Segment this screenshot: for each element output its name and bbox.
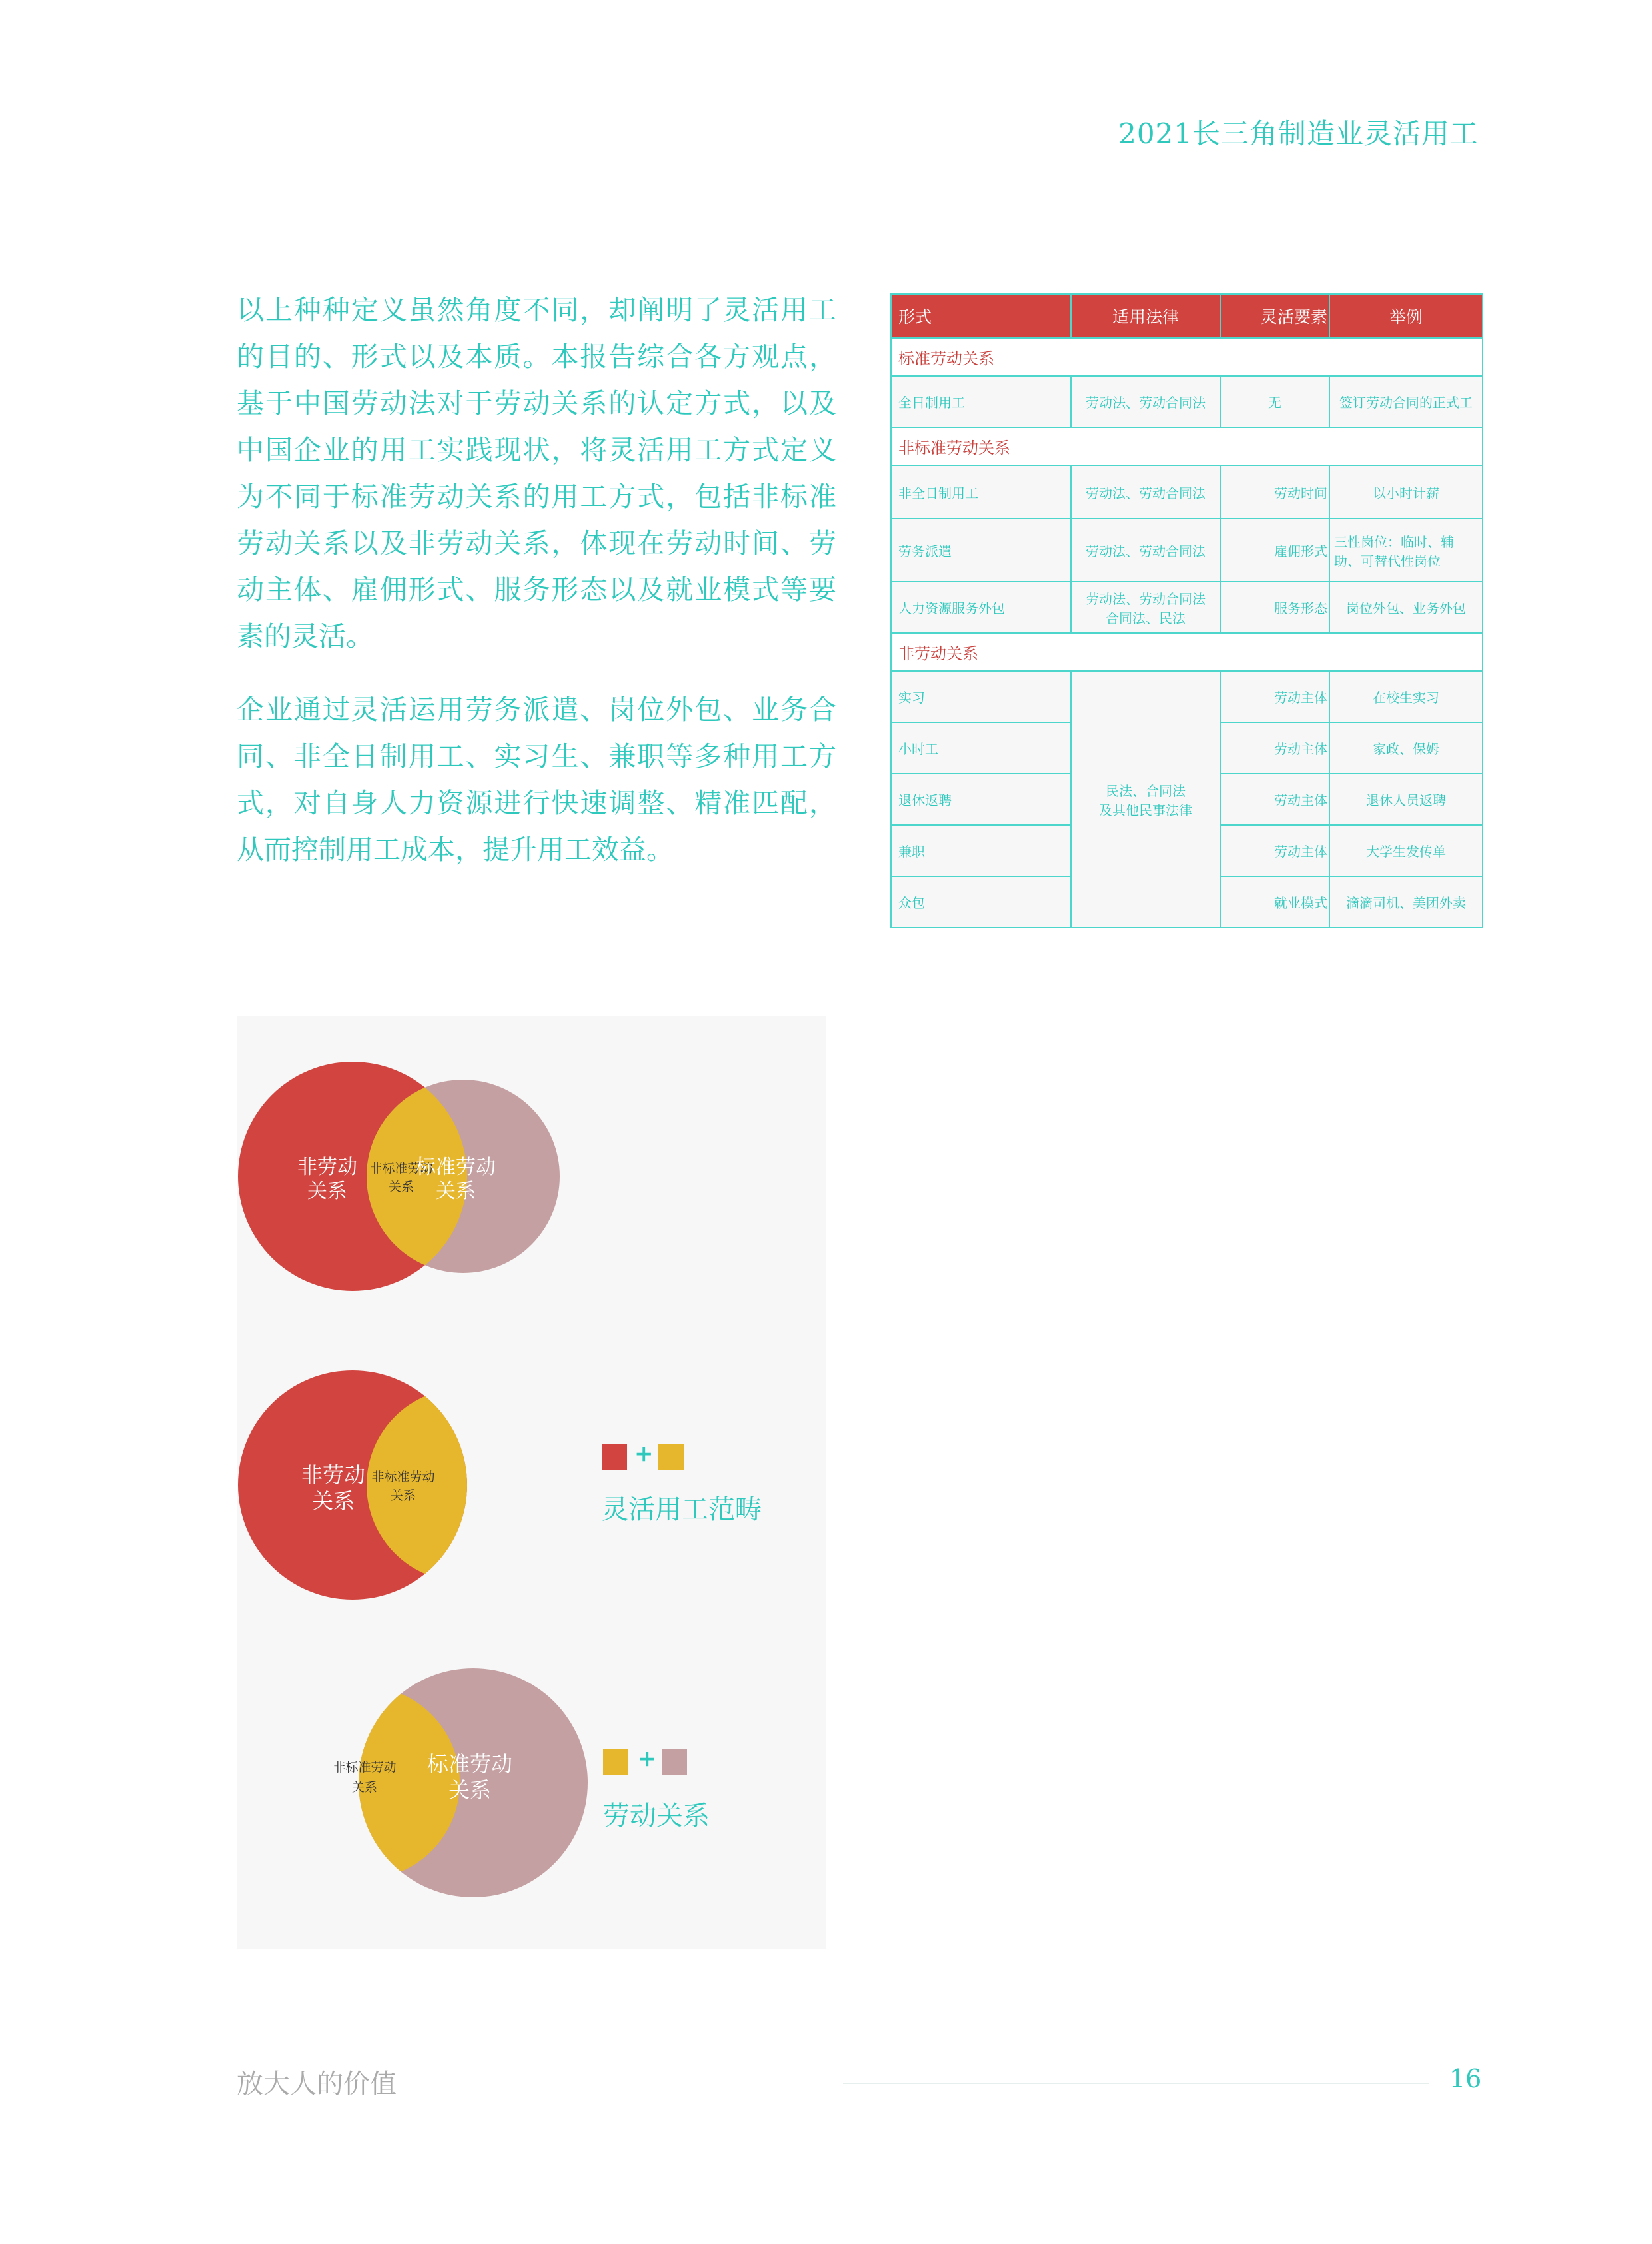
- cell-law: 劳动法、劳动合同法: [1071, 376, 1220, 427]
- cell-element: 劳动主体: [1220, 722, 1329, 774]
- labor-circle-label-line2: 关系: [448, 1777, 492, 1803]
- section-row: [891, 633, 1483, 671]
- cell-form: 实习: [891, 671, 1071, 722]
- table-row: [891, 582, 1483, 633]
- table-row: [891, 465, 1483, 519]
- cell-example: 在校生实习: [1329, 671, 1483, 722]
- header-law: 适用法律: [1071, 294, 1220, 338]
- labor-relation-diagram: [267, 1668, 687, 1897]
- legend-yellow-swatch: [658, 1444, 684, 1470]
- venn-right-label-line1: 标准劳动: [416, 1156, 496, 1179]
- cell-form: 小时工: [891, 722, 1071, 774]
- flex-overlap-label-line1: 非标准劳动: [371, 1470, 435, 1484]
- table-row: [891, 671, 1483, 722]
- cell-example: 签订劳动合同的正式工: [1329, 376, 1483, 427]
- section-row: [891, 338, 1483, 376]
- header-title: 2021长三角制造业灵活用工: [1118, 117, 1479, 150]
- flexible-employment-caption: 灵活用工范畴: [602, 1494, 762, 1525]
- table-row: [891, 376, 1483, 427]
- cell-element: 服务形态: [1220, 582, 1329, 633]
- flex-overlap-label-line2: 关系: [390, 1488, 416, 1503]
- cell-law: 劳动法、劳动合同法: [1071, 519, 1220, 582]
- cell-form: 兼职: [891, 825, 1071, 876]
- legend-plus-sign-3: +: [638, 1745, 657, 1772]
- paragraph-definition: 以上种种定义虽然角度不同，却阐明了灵活用工的目的、形式以及本质。本报告综合各方观点，基于中国劳动法对于劳动关系的认定方式，以及中国企业的用工实践现状，将灵活用工方式定义为不同于标准劳动关系的用工方式，包括非标准劳动关系以及非劳动关系，体现在劳动时间、劳动主体、雇佣形式、服务形态以及就业模式等要素的灵活。: [237, 294, 836, 652]
- overlap-region-2: [367, 1388, 560, 1582]
- table-header-row: [891, 294, 1483, 338]
- legend-red-swatch: [602, 1444, 627, 1470]
- labor-circle-label-line1: 标准劳动: [426, 1751, 513, 1777]
- cell-element: 无: [1220, 376, 1329, 427]
- cell-example: 三性岗位：临时、辅助、可替代性岗位: [1329, 519, 1483, 582]
- cell-form: 众包: [891, 876, 1071, 928]
- cell-form: 人力资源服务外包: [891, 582, 1071, 633]
- cell-shared-law: 民法、合同法 及其他民事法律: [1071, 671, 1220, 928]
- cell-element: 就业模式: [1220, 876, 1329, 928]
- cell-example: 退休人员返聘: [1329, 774, 1483, 825]
- section-title: 非标准劳动关系: [891, 427, 1483, 465]
- venn-left-label-line2: 关系: [307, 1180, 347, 1203]
- cell-example: 以小时计薪: [1329, 465, 1483, 519]
- cell-law: 劳动法、劳动合同法: [1071, 465, 1220, 519]
- cell-element: 劳动主体: [1220, 825, 1329, 876]
- relation-diagram: [237, 1016, 826, 1949]
- venn-overlap-label-line2: 关系: [388, 1180, 414, 1194]
- flex-circle-label-line1: 非劳动: [301, 1462, 366, 1488]
- venn-diagram: [238, 1062, 560, 1291]
- legend-plus-sign: +: [634, 1440, 654, 1467]
- cell-element: 劳动主体: [1220, 774, 1329, 825]
- legend-yellow-swatch-3: [603, 1749, 628, 1775]
- section-title: 标准劳动关系: [891, 338, 1483, 376]
- labor-relation-caption: 劳动关系: [603, 1801, 710, 1831]
- employment-forms-table: [890, 293, 1483, 928]
- cell-element: 劳动时间: [1220, 465, 1329, 519]
- cell-form: 全日制用工: [891, 376, 1071, 427]
- cell-element: 劳动主体: [1220, 671, 1329, 722]
- cell-form: 劳务派遣: [891, 519, 1071, 582]
- labor-overlap-label-line2: 关系: [351, 1780, 378, 1795]
- cell-example: 岗位外包、业务外包: [1329, 582, 1483, 633]
- section-title: 非劳动关系: [891, 633, 1483, 671]
- footer-divider: [843, 2083, 1429, 2084]
- header-example: 举例: [1329, 294, 1483, 338]
- flexible-employment-diagram: [238, 1370, 684, 1600]
- venn-overlap-label-line1: 非标准劳动: [369, 1161, 433, 1176]
- cell-example: 家政、保姆: [1329, 722, 1483, 774]
- cell-element: 雇佣形式: [1220, 519, 1329, 582]
- flex-circle-label-line2: 关系: [311, 1488, 355, 1514]
- cell-example: 滴滴司机、美团外卖: [1329, 876, 1483, 928]
- relation-diagram-panel: [237, 1016, 826, 1949]
- venn-right-label-line2: 关系: [436, 1180, 476, 1203]
- section-row: [891, 427, 1483, 465]
- labor-overlap-label-line1: 非标准劳动: [333, 1760, 397, 1775]
- header-element: 灵活要素: [1220, 294, 1329, 338]
- cell-example: 大学生发传单: [1329, 825, 1483, 876]
- cell-form: 非全日制用工: [891, 465, 1071, 519]
- page-number: 16: [1449, 2064, 1482, 2093]
- paragraph-enterprise: 企业通过灵活运用劳务派遣、岗位外包、业务合同、非全日制用工、实习生、兼职等多种用工方式，对自身人力资源进行快速调整、精准匹配，从而控制用工成本，提升用工效益。: [237, 694, 836, 866]
- header-form: 形式: [891, 294, 1071, 338]
- legend-pink-swatch-3: [662, 1749, 687, 1775]
- table-row: [891, 519, 1483, 582]
- venn-left-label-line1: 非劳动: [297, 1156, 357, 1179]
- cell-form: 退休返聘: [891, 774, 1071, 825]
- cell-law: 劳动法、劳动合同法 合同法、民法: [1071, 582, 1220, 633]
- footer-slogan: 放大人的价值: [237, 2069, 397, 2099]
